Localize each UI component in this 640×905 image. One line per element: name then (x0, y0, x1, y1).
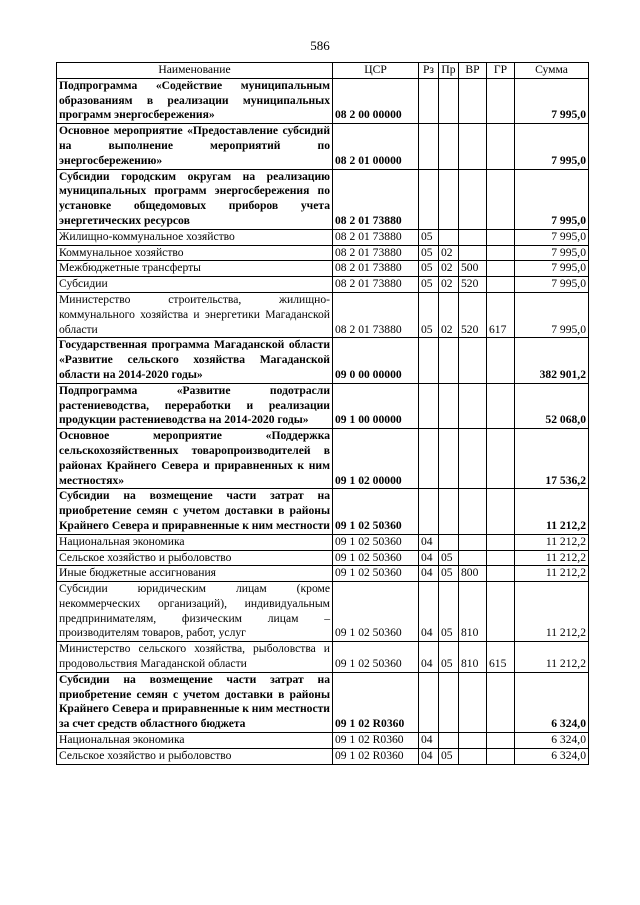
cell-rz: 05 (419, 292, 439, 337)
table-row (57, 748, 589, 764)
cell-sum: 11 212,2 (515, 550, 589, 566)
header-name: Наименование (57, 63, 333, 79)
cell-sum: 11 212,2 (515, 489, 589, 534)
cell-gr (487, 78, 515, 123)
cell-sum: 7 995,0 (515, 78, 589, 123)
cell-pr: 05 (439, 642, 459, 673)
table-row (57, 489, 589, 534)
table-row (57, 582, 589, 642)
cell-name: Государственная программа Магаданской области «Развитие сельского хозяйства Магаданской области на 2014-2020 годы» (57, 338, 333, 383)
cell-name: Коммунальное хозяйство (57, 245, 333, 261)
cell-rz (419, 78, 439, 123)
cell-gr (487, 534, 515, 550)
cell-sum: 6 324,0 (515, 672, 589, 732)
cell-csr: 09 1 02 50360 (333, 550, 419, 566)
cell-name: Подпрограмма «Содействие муниципальным образованиям в реализации муниципальных программ энергосбережения» (57, 78, 333, 123)
cell-rz (419, 383, 439, 428)
cell-vr (459, 338, 487, 383)
cell-pr (439, 383, 459, 428)
cell-rz (419, 124, 439, 169)
cell-vr (459, 229, 487, 245)
cell-csr: 09 1 02 50360 (333, 642, 419, 673)
cell-name: Субсидии юридическим лицам (кроме некоммерческих организаций), индивидуальным предпринимателям, физическим лицам – производителям товаров, работ, услуг (57, 582, 333, 642)
cell-rz: 04 (419, 582, 439, 642)
table-row (57, 124, 589, 169)
cell-name: Иные бюджетные ассигнования (57, 566, 333, 582)
cell-rz: 04 (419, 550, 439, 566)
cell-csr: 08 2 01 73880 (333, 261, 419, 277)
cell-rz (419, 338, 439, 383)
cell-vr (459, 78, 487, 123)
table-row (57, 229, 589, 245)
cell-gr (487, 733, 515, 749)
cell-sum: 7 995,0 (515, 292, 589, 337)
cell-sum: 17 536,2 (515, 429, 589, 489)
cell-csr: 09 1 02 50360 (333, 582, 419, 642)
cell-gr (487, 229, 515, 245)
cell-rz (419, 169, 439, 229)
cell-csr: 09 1 02 00000 (333, 429, 419, 489)
cell-pr (439, 489, 459, 534)
table-row (57, 383, 589, 428)
cell-rz (419, 429, 439, 489)
cell-csr: 08 2 01 73880 (333, 292, 419, 337)
cell-name: Национальная экономика (57, 534, 333, 550)
cell-csr: 09 1 02 R0360 (333, 733, 419, 749)
cell-name: Основное мероприятие «Предоставление субсидий на выполнение мероприятий по энергосбережению» (57, 124, 333, 169)
cell-rz: 04 (419, 566, 439, 582)
header-gr: ГР (487, 63, 515, 79)
table-row (57, 534, 589, 550)
cell-sum: 52 068,0 (515, 383, 589, 428)
cell-csr: 09 1 02 R0360 (333, 672, 419, 732)
cell-pr: 02 (439, 292, 459, 337)
cell-sum: 6 324,0 (515, 748, 589, 764)
cell-sum: 7 995,0 (515, 277, 589, 293)
cell-pr (439, 338, 459, 383)
cell-vr (459, 534, 487, 550)
cell-csr: 09 0 00 00000 (333, 338, 419, 383)
cell-vr: 520 (459, 292, 487, 337)
cell-name: Субсидии на возмещение части затрат на приобретение семян с учетом доставки в районы Крайнего Севера и приравненные к ним местности (57, 489, 333, 534)
cell-pr: 02 (439, 245, 459, 261)
cell-pr: 05 (439, 582, 459, 642)
table-row (57, 245, 589, 261)
cell-rz: 04 (419, 733, 439, 749)
cell-gr (487, 748, 515, 764)
cell-pr: 05 (439, 550, 459, 566)
cell-rz: 04 (419, 642, 439, 673)
cell-gr: 615 (487, 642, 515, 673)
cell-gr (487, 429, 515, 489)
cell-vr (459, 383, 487, 428)
cell-rz: 04 (419, 534, 439, 550)
cell-rz: 05 (419, 245, 439, 261)
cell-csr: 08 2 01 73880 (333, 245, 419, 261)
table-row (57, 78, 589, 123)
cell-csr: 08 2 01 73880 (333, 229, 419, 245)
cell-vr: 500 (459, 261, 487, 277)
cell-pr (439, 229, 459, 245)
cell-gr (487, 261, 515, 277)
table-header-row (57, 63, 589, 79)
cell-gr (487, 582, 515, 642)
header-pr: Пр (439, 63, 459, 79)
cell-gr (487, 383, 515, 428)
cell-pr (439, 733, 459, 749)
cell-vr (459, 124, 487, 169)
cell-gr (487, 550, 515, 566)
cell-vr: 810 (459, 642, 487, 673)
cell-name: Субсидии на возмещение части затрат на приобретение семян с учетом доставки в районы Крайнего Севера и приравненные к ним местности за счет средств областного бюджета (57, 672, 333, 732)
cell-vr (459, 169, 487, 229)
table-row (57, 277, 589, 293)
cell-gr (487, 277, 515, 293)
cell-csr: 08 2 01 73880 (333, 277, 419, 293)
cell-vr (459, 672, 487, 732)
header-csr: ЦСР (333, 63, 419, 79)
cell-vr (459, 748, 487, 764)
cell-rz (419, 489, 439, 534)
table-row (57, 672, 589, 732)
cell-pr (439, 78, 459, 123)
cell-name: Субсидии (57, 277, 333, 293)
cell-csr: 09 1 00 00000 (333, 383, 419, 428)
cell-sum: 7 995,0 (515, 261, 589, 277)
cell-sum: 7 995,0 (515, 245, 589, 261)
table-row (57, 429, 589, 489)
cell-pr (439, 124, 459, 169)
cell-gr (487, 245, 515, 261)
cell-pr: 05 (439, 748, 459, 764)
cell-pr (439, 169, 459, 229)
cell-csr: 09 1 02 50360 (333, 534, 419, 550)
cell-gr: 617 (487, 292, 515, 337)
cell-pr: 02 (439, 277, 459, 293)
cell-name: Сельское хозяйство и рыболовство (57, 550, 333, 566)
table-row (57, 550, 589, 566)
cell-gr (487, 672, 515, 732)
cell-name: Основное мероприятие «Поддержка сельскохозяйственных товаропроизводителей в районах Крайнего Севера и приравненных к ним местностях» (57, 429, 333, 489)
header-sum: Сумма (515, 63, 589, 79)
table-row (57, 733, 589, 749)
cell-gr (487, 338, 515, 383)
cell-rz: 04 (419, 748, 439, 764)
cell-vr: 800 (459, 566, 487, 582)
cell-sum: 7 995,0 (515, 229, 589, 245)
table-row (57, 566, 589, 582)
cell-csr: 08 2 00 00000 (333, 78, 419, 123)
table-body (57, 78, 589, 764)
table-row (57, 261, 589, 277)
cell-gr (487, 566, 515, 582)
cell-csr: 08 2 01 00000 (333, 124, 419, 169)
cell-name: Жилищно-коммунальное хозяйство (57, 229, 333, 245)
cell-sum: 7 995,0 (515, 169, 589, 229)
cell-rz (419, 672, 439, 732)
cell-sum: 11 212,2 (515, 582, 589, 642)
table-row (57, 642, 589, 673)
cell-name: Министерство сельского хозяйства, рыболовства и продовольствия Магаданской области (57, 642, 333, 673)
cell-pr (439, 672, 459, 732)
budget-table (56, 62, 589, 765)
cell-sum: 7 995,0 (515, 124, 589, 169)
cell-rz: 05 (419, 229, 439, 245)
cell-gr (487, 489, 515, 534)
cell-name: Сельское хозяйство и рыболовство (57, 748, 333, 764)
cell-rz: 05 (419, 261, 439, 277)
cell-vr: 520 (459, 277, 487, 293)
cell-name: Субсидии городским округам на реализацию муниципальных программ энергосбережения по установке общедомовых приборов учета энергетических ресурсов (57, 169, 333, 229)
header-vr: ВР (459, 63, 487, 79)
cell-pr (439, 534, 459, 550)
cell-pr: 02 (439, 261, 459, 277)
cell-vr (459, 245, 487, 261)
cell-sum: 11 212,2 (515, 534, 589, 550)
header-rz: Рз (419, 63, 439, 79)
cell-csr: 08 2 01 73880 (333, 169, 419, 229)
cell-gr (487, 124, 515, 169)
cell-vr (459, 550, 487, 566)
cell-name: Национальная экономика (57, 733, 333, 749)
cell-vr (459, 733, 487, 749)
cell-pr: 05 (439, 566, 459, 582)
table-row (57, 169, 589, 229)
cell-name: Министерство строительства, жилищно-коммунального хозяйства и энергетики Магаданской области (57, 292, 333, 337)
cell-csr: 09 1 02 R0360 (333, 748, 419, 764)
cell-sum: 382 901,2 (515, 338, 589, 383)
cell-gr (487, 169, 515, 229)
cell-sum: 11 212,2 (515, 566, 589, 582)
cell-vr: 810 (459, 582, 487, 642)
cell-csr: 09 1 02 50360 (333, 566, 419, 582)
table-row (57, 292, 589, 337)
table-row (57, 338, 589, 383)
cell-csr: 09 1 02 50360 (333, 489, 419, 534)
cell-name: Подпрограмма «Развитие подотрасли растениеводства, переработки и реализации продукции растениеводства на 2014-2020 годы» (57, 383, 333, 428)
cell-name: Межбюджетные трансферты (57, 261, 333, 277)
cell-rz: 05 (419, 277, 439, 293)
cell-sum: 11 212,2 (515, 642, 589, 673)
cell-pr (439, 429, 459, 489)
page-number: 586 (310, 38, 330, 53)
cell-vr (459, 429, 487, 489)
cell-sum: 6 324,0 (515, 733, 589, 749)
cell-vr (459, 489, 487, 534)
